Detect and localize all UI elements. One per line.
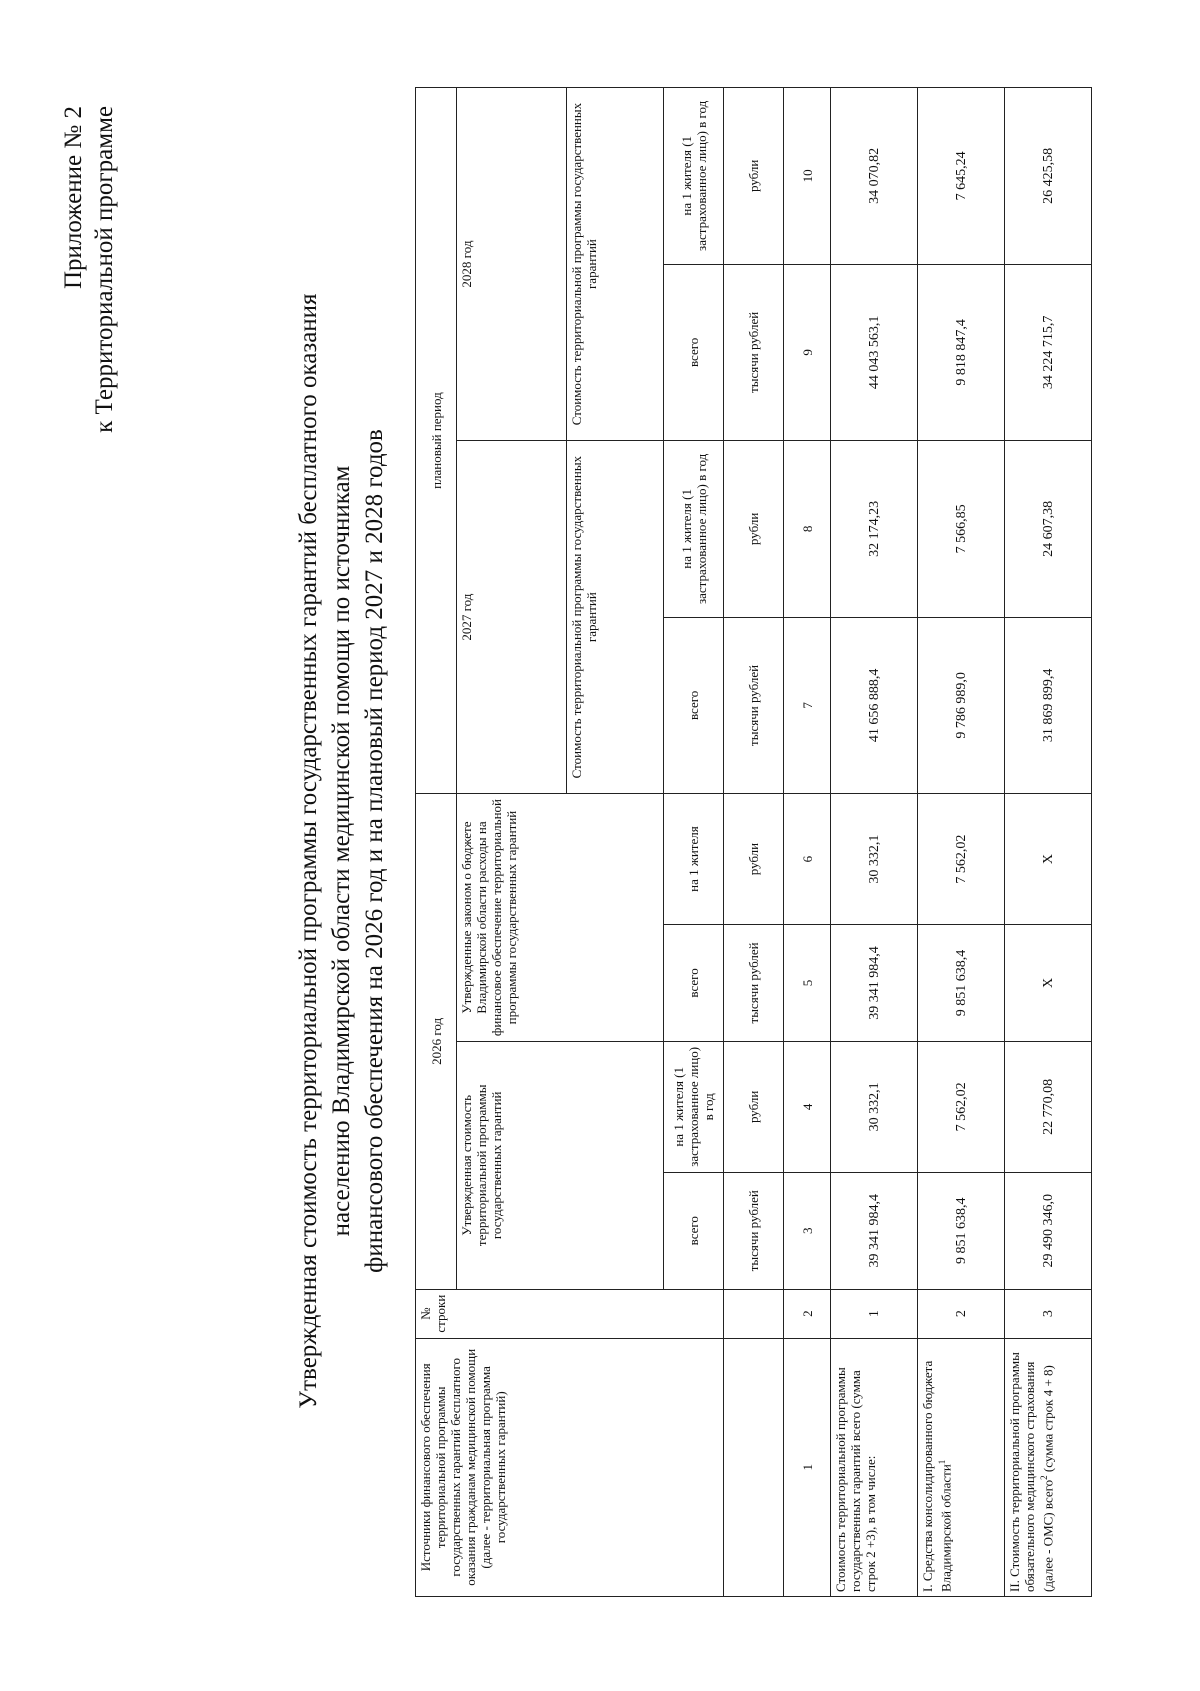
header-cost-2027: Стоимость территориальной программы государственных гарантий (567, 441, 664, 794)
units-row (724, 88, 784, 1597)
unit-rub: рубли (724, 794, 784, 925)
column-number: 6 (784, 794, 831, 925)
row-label: Стоимость территориальной программы государственных гарантий всего (сумма строк 2 +3), в том числе: (831, 1338, 918, 1596)
header-approved-law: Утвержденные законом о бюджете Владимирской области расходы на финансовое обеспечение территориальной программы государственных гарантий (457, 794, 664, 1042)
table-cell: 26 425,58 (1005, 88, 1092, 265)
appendix-line-2: к Территориальной программе (91, 106, 118, 433)
appendix-line-1: Приложение № 2 (60, 106, 87, 290)
document-title (292, 201, 391, 1501)
financing-table (415, 87, 1092, 1597)
table-row (831, 88, 918, 1597)
column-numbers-row (784, 88, 831, 1597)
title-line-3: финансового обеспечения на 2026 год и на плановый период 2027 и 2028 годов (361, 429, 388, 1273)
header-total: всего (664, 1172, 724, 1289)
header-total: всего (664, 617, 724, 794)
table-cell: 9 851 638,4 (918, 924, 1005, 1041)
table-cell: 9 818 847,4 (918, 264, 1005, 441)
column-number: 10 (784, 88, 831, 265)
column-number: 2 (784, 1289, 831, 1338)
table-cell: 7 645,24 (918, 88, 1005, 265)
table-cell: 39 341 984,4 (831, 924, 918, 1041)
table-cell: 7 562,02 (918, 794, 1005, 925)
unit-thousand-rub: тысячи рублей (724, 617, 784, 794)
table-cell: 32 174,23 (831, 441, 918, 618)
unit-thousand-rub: тысячи рублей (724, 264, 784, 441)
table-cell: 30 332,1 (831, 794, 918, 925)
row-label: I. Средства консолидированного бюджета Владимирской области$^1$ (918, 1338, 1005, 1596)
column-number: 8 (784, 441, 831, 618)
column-number: 7 (784, 617, 831, 794)
header-cost-2028: Стоимость территориальной программы государственных гарантий (567, 88, 664, 441)
table-cell: 39 341 984,4 (831, 1172, 918, 1289)
table-cell: 30 332,1 (831, 1041, 918, 1172)
unit-thousand-rub: тысячи рублей (724, 1172, 784, 1289)
appendix-heading (58, 106, 120, 433)
header-per-insured: на 1 жителя (1 застрахованное лицо) в год (664, 88, 724, 265)
header-per-resident: на 1 жителя (664, 794, 724, 925)
column-number: 4 (784, 1041, 831, 1172)
column-number: 5 (784, 924, 831, 1041)
row-number: 2 (918, 1289, 1005, 1338)
unit-thousand-rub: тысячи рублей (724, 924, 784, 1041)
table-cell: 9 786 989,0 (918, 617, 1005, 794)
table-cell: 7 566,85 (918, 441, 1005, 618)
table-row (918, 88, 1005, 1597)
header-source: Источники финансового обеспечения территориальной программы государственных гарантий бесплатного оказания гражданам медицинской помощи (далее - территориальная программа государственных гарантий) (416, 1338, 724, 1596)
table-cell: 24 607,38 (1005, 441, 1092, 618)
header-year-2026: 2026 год (416, 794, 457, 1290)
header-year-2028: 2028 год (457, 88, 567, 441)
title-line-2: населению Владимирской области медицинской помощи по источникам (328, 465, 355, 1237)
table-cell: 7 562,02 (918, 1041, 1005, 1172)
header-planning-period: плановый период (416, 88, 457, 794)
table-cell: X (1005, 794, 1092, 925)
row-number: 3 (1005, 1289, 1092, 1338)
footnote-marker: 1 (937, 1459, 947, 1465)
unit-rub: рубли (724, 441, 784, 618)
table-cell: 22 770,08 (1005, 1041, 1092, 1172)
table-cell: 34 224 715,7 (1005, 264, 1092, 441)
table-cell: 29 490 346,0 (1005, 1172, 1092, 1289)
header-row-1 (416, 88, 457, 1597)
table-cell: X (1005, 924, 1092, 1041)
column-number: 3 (784, 1172, 831, 1289)
column-number: 1 (784, 1338, 831, 1596)
unit-rub: рубли (724, 1041, 784, 1172)
row-label: II. Стоимость территориальной программы обязательного медицинского страхования (далее - ОМС) всего$^2$ (сумма строк 4 + 8) (1005, 1338, 1092, 1596)
table-cell: 44 043 563,1 (831, 264, 918, 441)
header-year-2027: 2027 год (457, 441, 567, 794)
unit-rub: рубли (724, 88, 784, 265)
table-cell: 31 869 899,4 (1005, 617, 1092, 794)
column-number: 9 (784, 264, 831, 441)
header-approved-cost: Утвержденная стоимость территориальной программы государственных гарантий (457, 1041, 664, 1289)
title-line-1: Утвержденная стоимость территориальной программы государственных гарантий бесплатного оказания (295, 293, 322, 1409)
header-per-insured: на 1 жителя (1 застрахованное лицо) в год (664, 1041, 724, 1172)
header-total: всего (664, 924, 724, 1041)
header-per-insured: на 1 жителя (1 застрахованное лицо) в год (664, 441, 724, 618)
table-cell: 34 070,82 (831, 88, 918, 265)
table-cell: 9 851 638,4 (918, 1172, 1005, 1289)
header-total: всего (664, 264, 724, 441)
table-cell: 41 656 888,4 (831, 617, 918, 794)
header-row-number: № строки (416, 1289, 724, 1338)
table-row (1005, 88, 1092, 1597)
footnote-marker: 2 (1039, 1475, 1049, 1480)
row-number: 1 (831, 1289, 918, 1338)
